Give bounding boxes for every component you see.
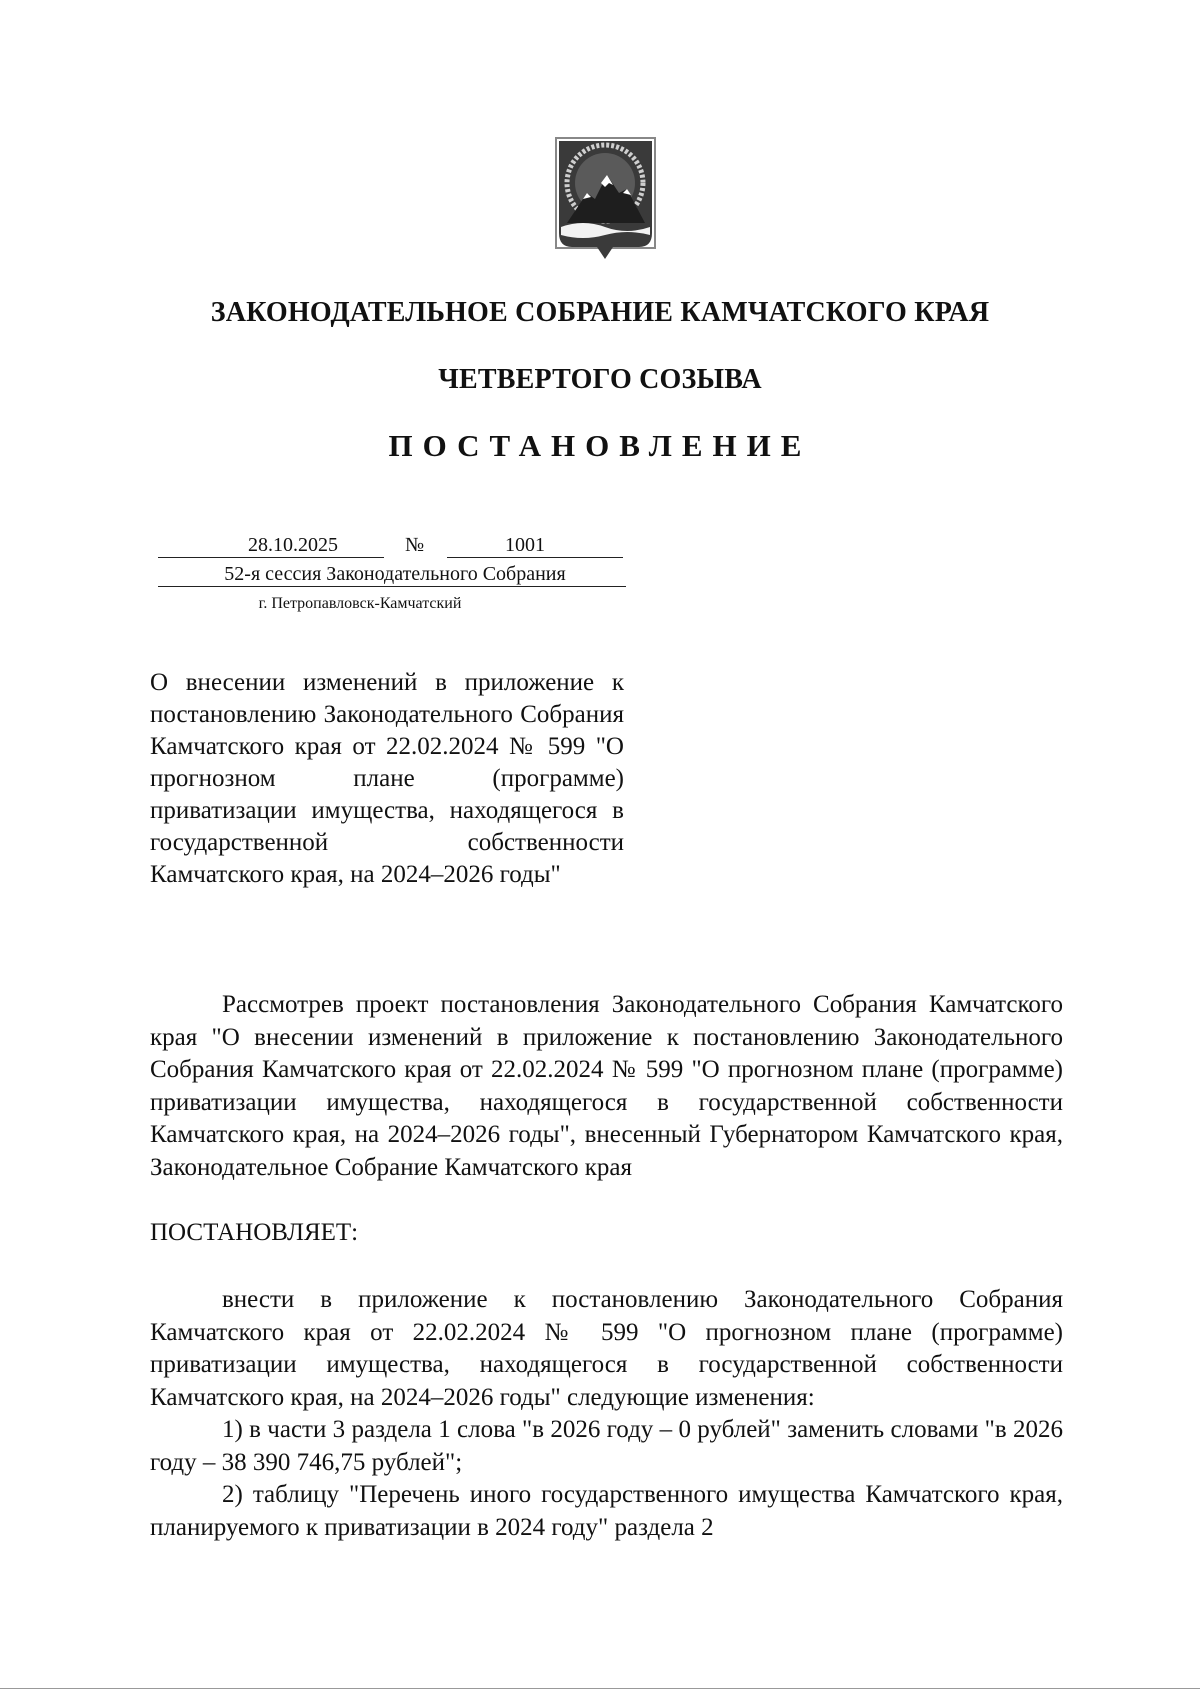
- number-sign: №: [405, 534, 425, 556]
- preamble-paragraph: Рассмотрев проект постановления Законодательного Собрания Камчатского края "О внесении изменений в приложение к постановлению Законодательного Собрания Камчатского края от 22.02.2024 № 599 "О прогнозном плане (программе) приватизации имущества, находящегося в государственной собственности Камчатского края, на 2024–2026 годы", внесенный Губернатором Камчатского края, Законодательное Собрание Камчатского края: [150, 991, 1063, 1181]
- decree-word: ПОСТАНОВЛЯЕТ:: [150, 1219, 359, 1246]
- convocation-title: ЧЕТВЕРТОГО СОЗЫВА: [438, 364, 762, 395]
- organization-title: ЗАКОНОДАТЕЛЬНОЕ СОБРАНИЕ КАМЧАТСКОГО КРАЯ: [210, 297, 990, 328]
- document-date: 28.10.2025: [248, 534, 338, 556]
- document-number: 1001: [505, 534, 545, 556]
- session-underline: [158, 586, 626, 587]
- city-label: г. Петропавловск-Камчатский: [258, 595, 462, 612]
- date-underline: [158, 557, 384, 558]
- document-type-title: ПОСТАНОВЛЕНИЕ: [388, 428, 812, 463]
- session-label: 52-я сессия Законодательного Собрания: [224, 563, 566, 585]
- resolution-paragraph: внести в приложение к постановлению Законодательного Собрания Камчатского края от 22.02.2024 № 599 "О прогнозном плане (программе) приватизации имущества, находящегося в государственной собственности Камчатского края, на 2024–2026 годы" следующие изменения:: [150, 1286, 1063, 1411]
- page-bottom-divider: [0, 1688, 1200, 1689]
- coat-of-arms-icon: [553, 135, 658, 265]
- document-subject: О внесении изменений в приложение к постановлению Законодательного Собрания Камчатского края от 22.02.2024 № 599 "О прогнозном плане (программе) приватизации имущества, находящегося в государственной собственности Камчатского края, на 2024–2026 годы": [150, 669, 624, 888]
- number-underline: [447, 557, 623, 558]
- list-item: 2) таблицу "Перечень иного государственного имущества Камчатского края, планируемого к приватизации в 2024 году" раздела 2: [150, 1481, 1063, 1541]
- list-item: 1) в части 3 раздела 1 слова "в 2026 году – 0 рублей" заменить словами "в 2026 году – 38 390 746,75 рублей";: [150, 1416, 1063, 1476]
